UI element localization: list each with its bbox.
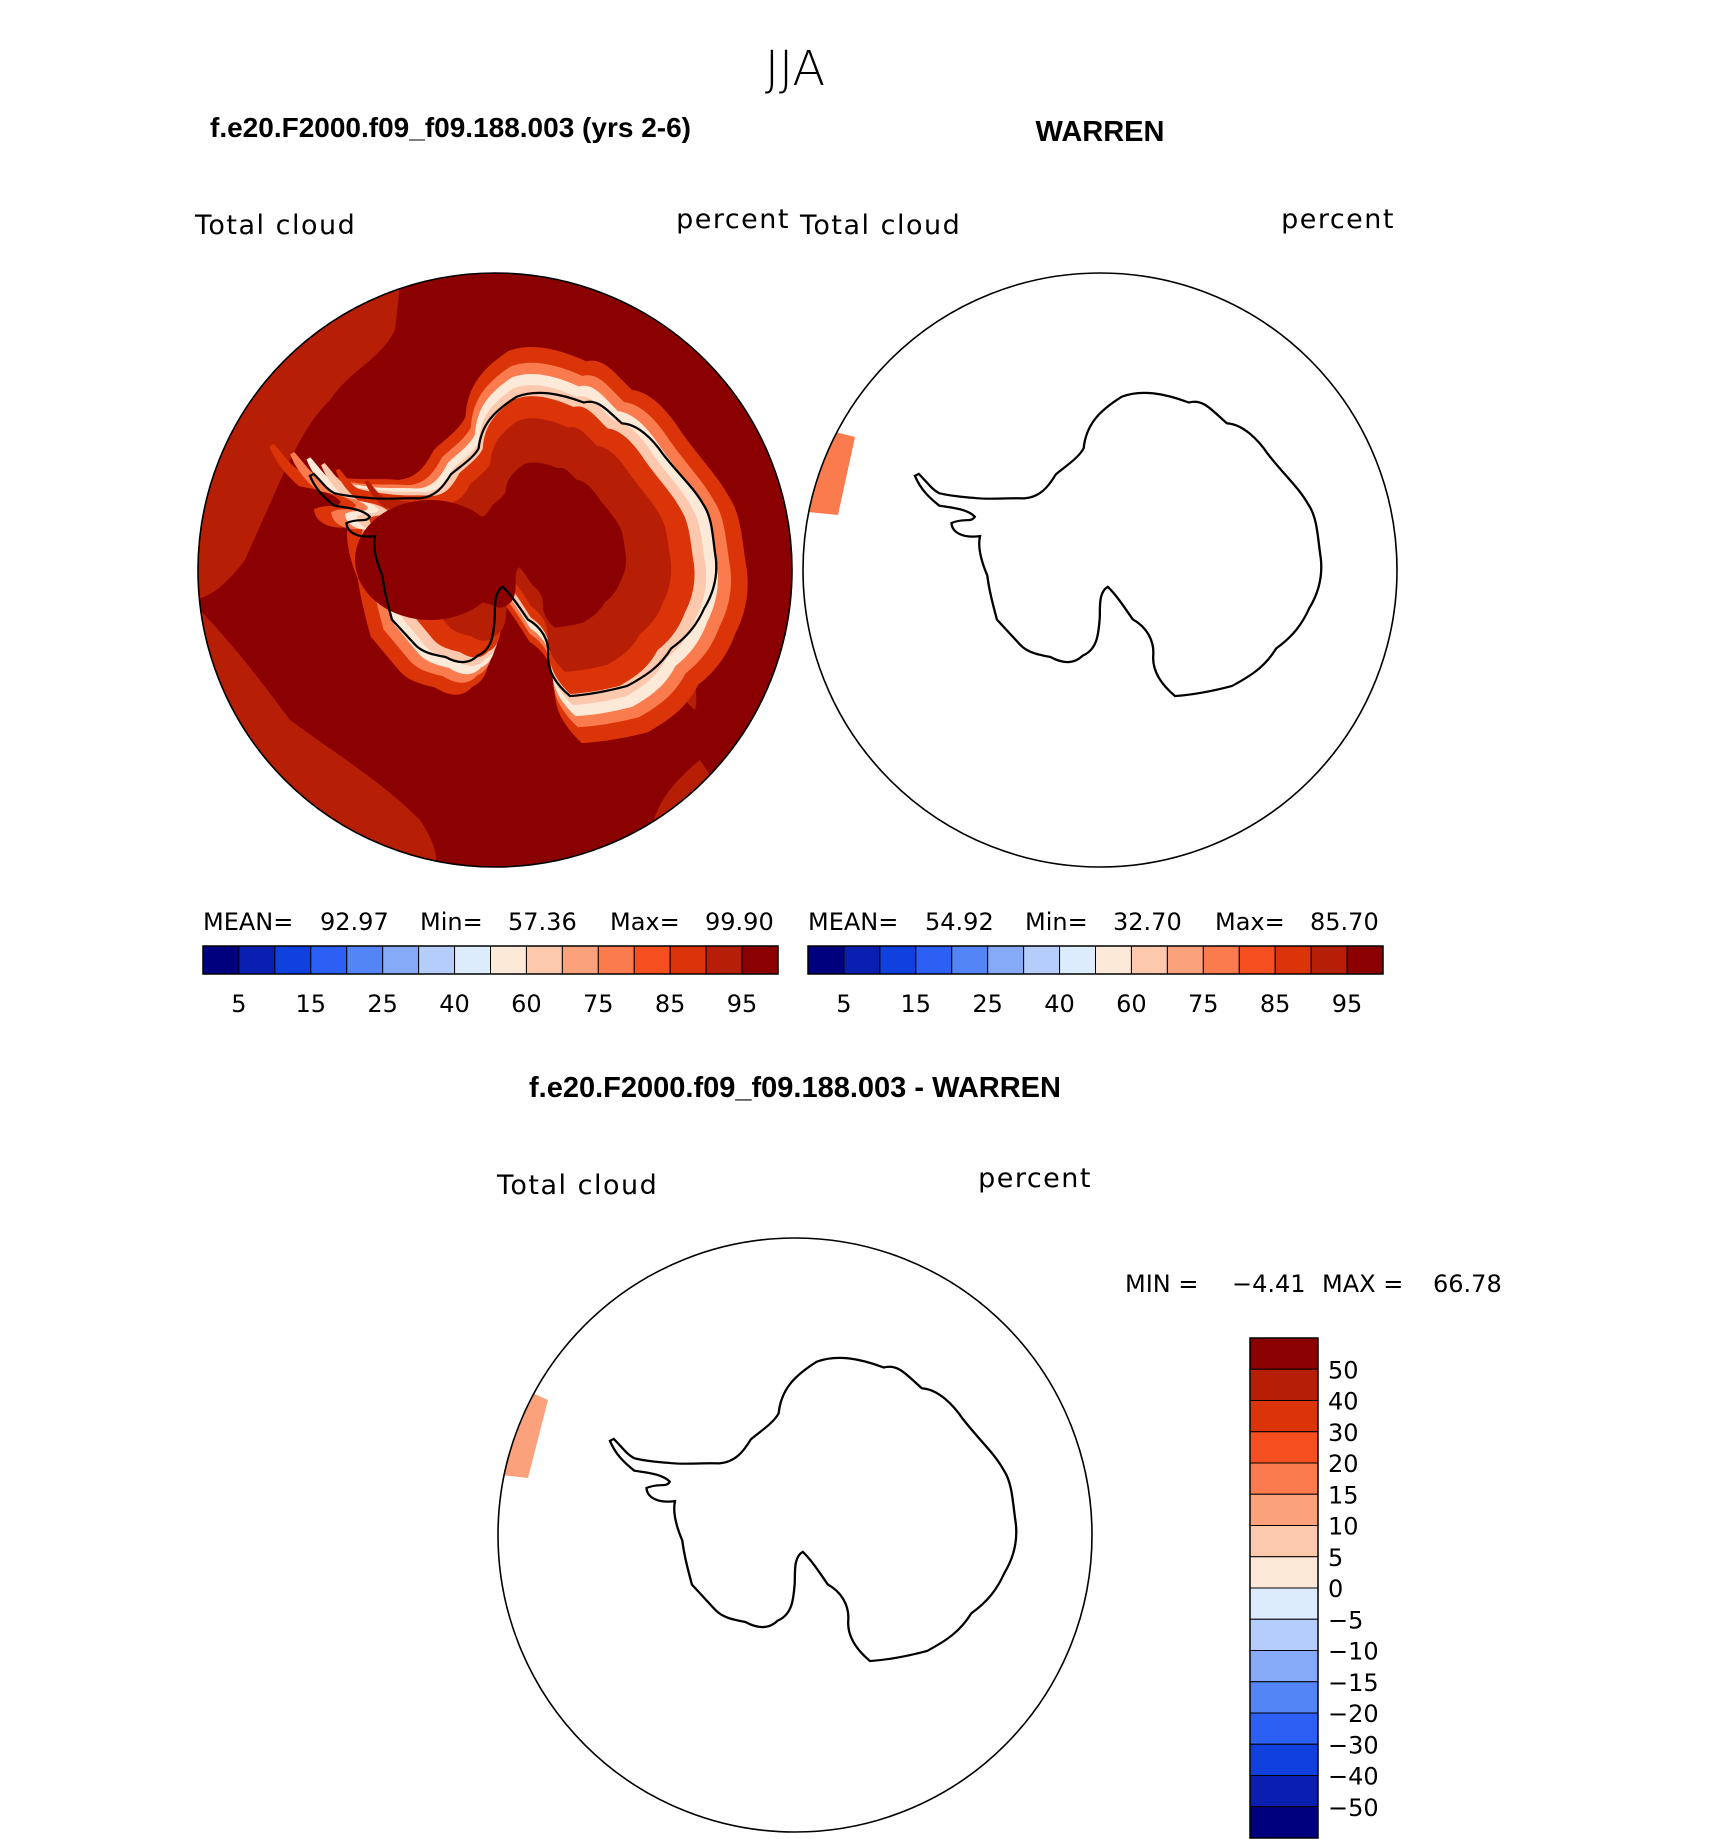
colorbar-b-swatch: [1275, 946, 1311, 974]
colorbar-diff-swatch: [1250, 1619, 1318, 1650]
panel-a-variable: Total cloud: [195, 210, 357, 241]
difference-map: [495, 1235, 1105, 1839]
colorbar-a-swatch: [742, 946, 778, 974]
difference-stats: [1125, 1270, 1502, 1298]
difference-colorbar: [1250, 1338, 1379, 1838]
panel-b-max-value: 85.70: [1310, 908, 1379, 936]
colorbar-diff-tick-label: −50: [1328, 1793, 1379, 1822]
colorbar-diff-tick-label: −15: [1328, 1668, 1379, 1697]
colorbar-b-swatch: [1024, 946, 1060, 974]
colorbar-a-swatch: [311, 946, 347, 974]
colorbar-b-swatch: [880, 946, 916, 974]
colorbar-b-tick-label: 40: [1044, 990, 1075, 1018]
difference-variable: Total cloud: [497, 1170, 659, 1201]
colorbar-diff-swatch: [1250, 1338, 1318, 1369]
difference-title: f.e20.F2000.f09_f09.188.003 - WARREN: [529, 1072, 1061, 1104]
colorbar-a-swatch: [670, 946, 706, 974]
difference-units: percent: [978, 1163, 1092, 1194]
colorbar-b-tick-label: 60: [1116, 990, 1147, 1018]
colorbar-a-swatch: [203, 946, 239, 974]
map-c-background: [495, 1235, 1105, 1839]
colorbar-b-swatch: [1203, 946, 1239, 974]
colorbar-b-swatch: [916, 946, 952, 974]
colorbar-b-tick-label: 15: [900, 990, 932, 1018]
panel-a-map: [190, 265, 800, 880]
colorbar-b-swatch: [808, 946, 844, 974]
panel-b-stats: [808, 908, 1379, 936]
colorbar-a-tick-label: 5: [231, 990, 247, 1018]
colorbar-diff-tick-label: 15: [1328, 1481, 1359, 1510]
colorbar-diff-swatch: [1250, 1432, 1318, 1463]
colorbar-b-swatch: [1131, 946, 1167, 974]
colorbar-a-swatch: [455, 946, 491, 974]
colorbar-diff-swatch: [1250, 1494, 1318, 1525]
colorbar-a-tick-label: 15: [295, 990, 327, 1018]
panel-b-min-value: 32.70: [1113, 908, 1182, 936]
panel-a-colorbar: [203, 946, 778, 1018]
colorbar-b-tick-label: 95: [1331, 990, 1363, 1018]
colorbar-a-swatch: [275, 946, 311, 974]
colorbar-diff-tick-label: −10: [1328, 1637, 1379, 1666]
colorbar-b-swatch: [1239, 946, 1275, 974]
season-title: JJA: [764, 41, 826, 97]
colorbar-diff-tick-label: 10: [1328, 1512, 1359, 1541]
colorbar-diff-swatch: [1250, 1557, 1318, 1588]
colorbar-diff-swatch: [1250, 1463, 1318, 1494]
colorbar-diff-tick-label: −30: [1328, 1731, 1379, 1760]
colorbar-diff-swatch: [1250, 1401, 1318, 1432]
colorbar-diff-swatch: [1250, 1588, 1318, 1619]
panel-b-case-title: WARREN: [1035, 116, 1165, 148]
colorbar-diff-swatch: [1250, 1776, 1318, 1807]
colorbar-b-swatch: [844, 946, 880, 974]
panel-a-case-title: f.e20.F2000.f09_f09.188.003 (yrs 2-6): [210, 112, 691, 143]
colorbar-b-swatch: [988, 946, 1024, 974]
colorbar-diff-swatch: [1250, 1807, 1318, 1838]
difference-min-value: −4.41: [1232, 1270, 1306, 1298]
panel-b-map: [800, 265, 1410, 875]
colorbar-a-tick-label: 85: [654, 990, 686, 1018]
colorbar-b-swatch: [1060, 946, 1096, 974]
colorbar-diff-tick-label: 0: [1328, 1575, 1344, 1603]
panel-a-mean-value: 92.97: [320, 908, 389, 936]
colorbar-diff-tick-label: 50: [1328, 1356, 1359, 1385]
panel-b-mean-value: 54.92: [925, 908, 994, 936]
colorbar-diff-tick-label: −5: [1328, 1606, 1364, 1635]
panel-b-min-label: Min=: [1025, 908, 1088, 936]
colorbar-b-swatch: [1096, 946, 1132, 974]
panel-b-units: percent: [1281, 204, 1395, 235]
colorbar-diff-swatch: [1250, 1713, 1318, 1744]
colorbar-b-tick-label: 5: [836, 990, 852, 1018]
panel-b-colorbar: [808, 946, 1383, 1018]
colorbar-a-tick-label: 25: [367, 990, 398, 1018]
colorbar-a-swatch: [347, 946, 383, 974]
panel-b-mean-label: MEAN=: [808, 908, 899, 936]
colorbar-a-tick-label: 95: [726, 990, 758, 1018]
colorbar-b-tick-label: 25: [972, 990, 1003, 1018]
difference-max-value: 66.78: [1433, 1270, 1502, 1298]
colorbar-b-swatch: [1167, 946, 1203, 974]
colorbar-a-swatch: [526, 946, 562, 974]
colorbar-a-swatch: [491, 946, 527, 974]
colorbar-diff-tick-label: −40: [1328, 1762, 1379, 1791]
colorbar-diff-swatch: [1250, 1526, 1318, 1557]
colorbar-diff-tick-label: 30: [1328, 1418, 1359, 1447]
panel-b-max-label: Max=: [1215, 908, 1285, 936]
colorbar-a-swatch: [562, 946, 598, 974]
colorbar-diff-tick-label: 20: [1328, 1450, 1359, 1478]
colorbar-a-tick-label: 60: [511, 990, 542, 1018]
colorbar-b-swatch: [952, 946, 988, 974]
colorbar-diff-swatch: [1250, 1744, 1318, 1775]
panel-a-units: percent: [676, 204, 790, 235]
panel-b-variable: Total cloud: [800, 210, 962, 241]
panel-a-stats: [203, 908, 774, 936]
colorbar-a-tick-label: 40: [439, 990, 470, 1018]
panel-a-mean-label: MEAN=: [203, 908, 294, 936]
colorbar-b-tick-label: 75: [1188, 990, 1219, 1018]
colorbar-a-swatch: [239, 946, 275, 974]
colorbar-b-tick-label: 85: [1259, 990, 1291, 1018]
colorbar-a-tick-label: 75: [583, 990, 614, 1018]
map-b-background: [800, 265, 1410, 875]
panel-a-min-value: 57.36: [508, 908, 577, 936]
colorbar-a-swatch: [419, 946, 455, 974]
colorbar-diff-tick-label: −20: [1328, 1700, 1379, 1728]
colorbar-b-swatch: [1347, 946, 1383, 974]
colorbar-a-swatch: [598, 946, 634, 974]
colorbar-diff-tick-label: 5: [1328, 1543, 1344, 1572]
colorbar-diff-swatch: [1250, 1651, 1318, 1682]
colorbar-a-swatch: [383, 946, 419, 974]
colorbar-a-swatch: [706, 946, 742, 974]
colorbar-diff-swatch: [1250, 1682, 1318, 1713]
panel-a-max-value: 99.90: [705, 908, 774, 936]
difference-min-label: MIN =: [1125, 1270, 1199, 1298]
colorbar-b-swatch: [1311, 946, 1347, 974]
panel-a-min-label: Min=: [420, 908, 483, 936]
colorbar-diff-swatch: [1250, 1369, 1318, 1400]
difference-max-label: MAX =: [1322, 1270, 1404, 1298]
colorbar-a-swatch: [634, 946, 670, 974]
colorbar-diff-tick-label: 40: [1328, 1387, 1359, 1416]
panel-a-max-label: Max=: [610, 908, 680, 936]
